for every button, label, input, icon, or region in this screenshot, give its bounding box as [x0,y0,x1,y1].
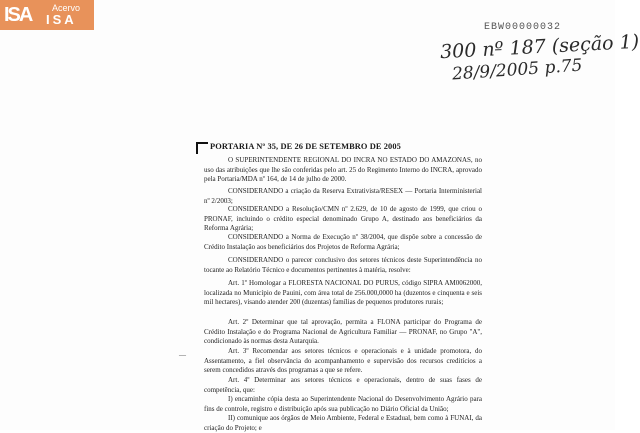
margin-mark: — [179,351,186,359]
document-paragraph: O SUPERINTENDENTE REGIONAL DO INCRA NO ESTADO DO AMAZONAS, no uso das atribuições que lhe são conferidas pelo art. 25 do Regimento Interno do INCRA, aprovado pela Portaria/MDA nº 164, de 14 de julho de 2000. [204,156,482,183]
document-paragraph: CONSIDERANDO a criação da Reserva Extrativista/RESEX — Portaria Interministerial nº 2/2003; [204,187,482,205]
handwritten-reference: 300 nº 187 (seção 1) [439,30,640,64]
document-paragraph: II) comunique aos órgãos de Meio Ambiente, Federal e Estadual, bem como à FUNAI, da criação do Projeto; e [204,414,482,432]
document-title: PORTARIA Nº 35, DE 26 DE SETEMBRO DE 2005 [210,142,401,151]
document-paragraph: Art. 2º Determinar que tal aprovação, permita a FLONA participar do Programa de Crédito Instalação e do Programa Nacional de Agricultura Familiar — PRONAF, no Grupo "A", condicionado às normas desta Autarquia. [204,318,482,345]
document-paragraph: CONSIDERANDO o parecer conclusivo dos setores técnicos deste Superintendência no tocante ao Relatório Técnico e documentos pertinentes à matéria, resolve: [204,256,482,274]
document-paragraph: CONSIDERANDO a Resolução/CMN nº 2.629, de 10 de agosto de 1999, que criou o PRONAF, incluindo o crédito especial denominado Grupo A, destinado aos beneficiários da Reforma Agrária; [204,205,482,232]
clipping-corner-mark [196,142,208,154]
document-paragraph: Art. 1º Homologar a FLORESTA NACIONAL DO PURUS, código SIPRA AM0062000, localizada no Município de Pauini, com área total de 256.000,0000 ha (duzentos e cinquenta e seis mil hectares), visando atender 200 (duzentas) famílias de pequenos produtores rurais; [204,279,482,306]
isa-logo-mark: ISA [4,4,32,26]
isa-logo-name: ISA [46,12,77,27]
archive-stamp: EBW00000032 [484,22,562,33]
handwritten-date: 28/9/2005 p.75 [451,55,584,85]
isa-logo-acervo: Acervo [52,3,81,13]
document-paragraph: CONSIDERANDO a Norma de Execução nº 38/2004, que dispõe sobre a concessão de Crédito Instalação aos beneficiários dos Projetos de Reforma Agrária; [204,233,482,251]
document-paragraph: Art. 4º Determinar aos setores técnicos e operacionais, dentro de suas fases de competência, que: [204,376,482,394]
document-paragraph: I) encaminhe cópia desta ao Superintendente Nacional do Desenvolvimento Agrário para fins de controle, registro e distribuição após sua publicação no Diário Oficial da União; [204,395,482,413]
isa-logo [0,0,94,30]
document-paragraph: Art. 3º Recomendar aos setores técnicos e operacionais e à unidade promotora, do Assentamento, a fiel observância do acompanhamento e supervisão dos recursos creditícios a serem concedidos através dos programas a que se refere. [204,347,482,374]
